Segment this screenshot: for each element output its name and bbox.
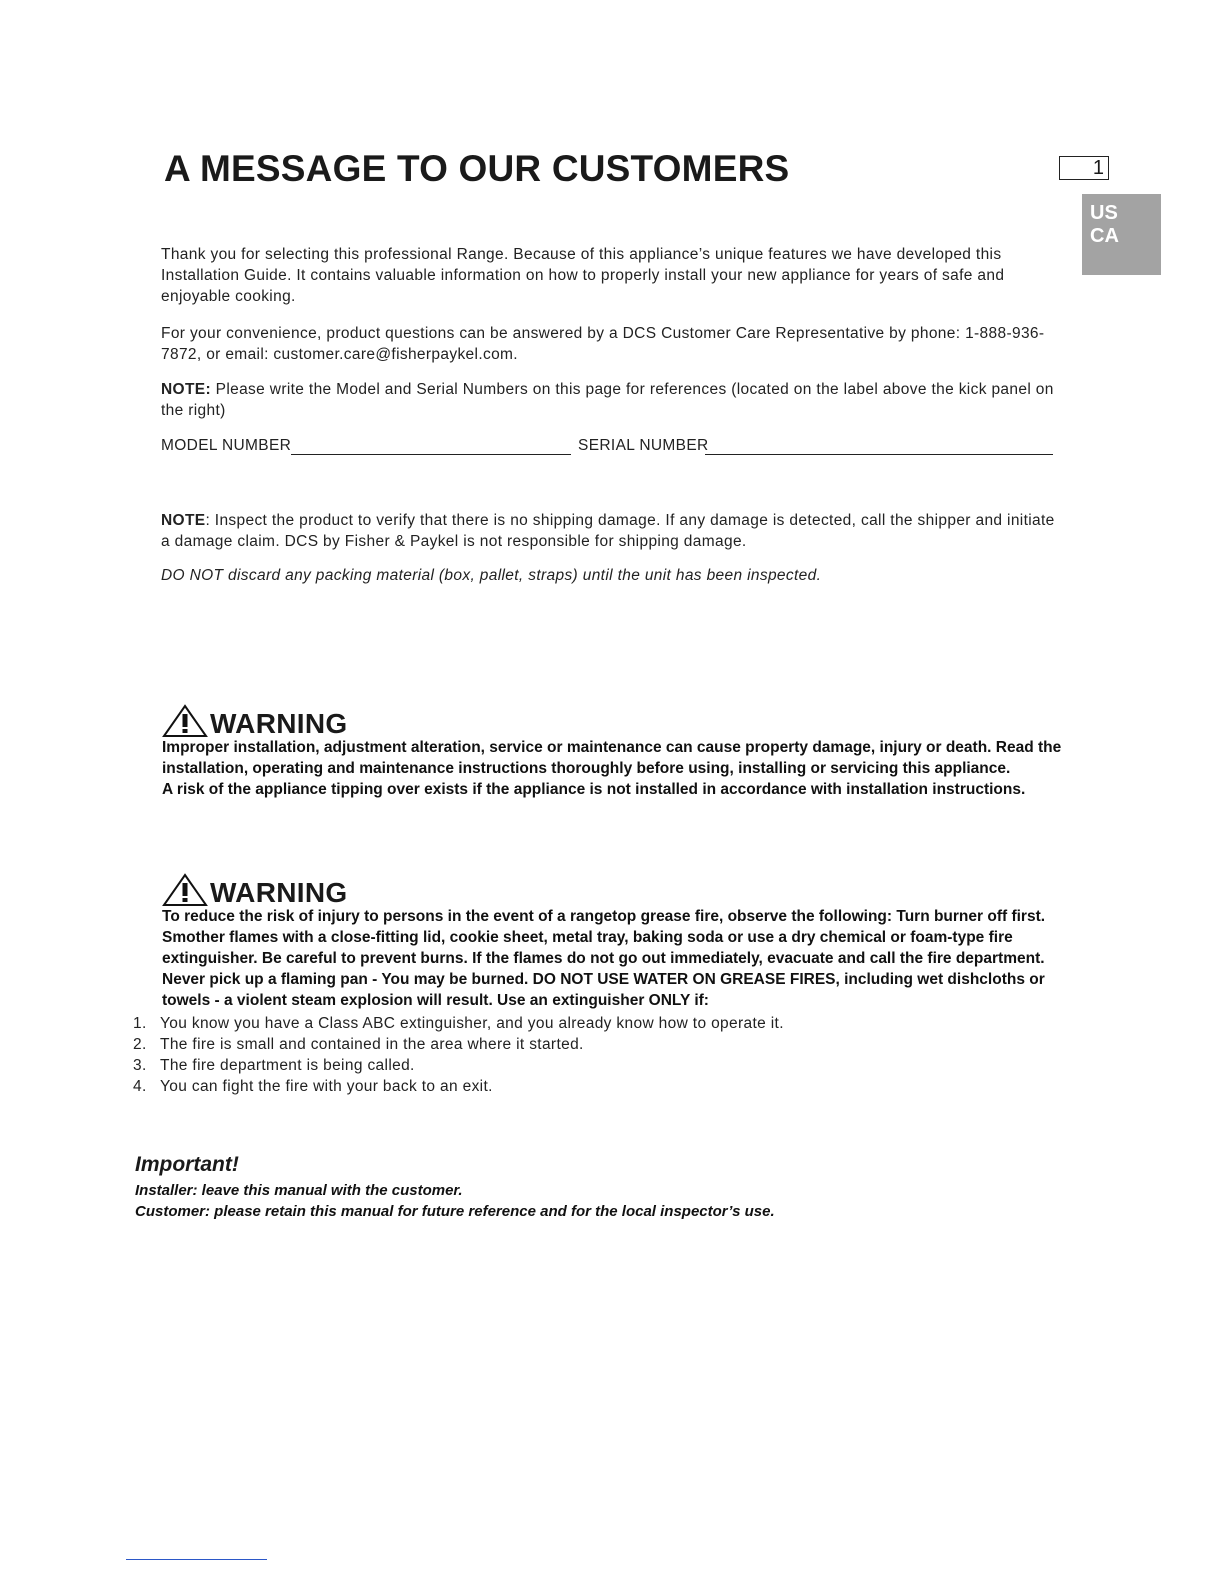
warning-triangle-icon (162, 873, 208, 907)
list-item: 2. The fire is small and contained in the area where it started. (133, 1036, 584, 1053)
note-label: NOTE (161, 512, 206, 529)
region-tab (1082, 194, 1161, 275)
grease-fire-warning-text (162, 906, 1062, 1011)
extinguisher-conditions-list (133, 1013, 1033, 1097)
note-serial-paragraph (161, 379, 1061, 421)
customer-instruction: Customer: please retain this manual for future reference and for the local inspector’s use. (135, 1203, 775, 1220)
note-label: NOTE: (161, 381, 211, 398)
warning-triangle-icon (162, 704, 208, 738)
footer-rule (126, 1559, 267, 1560)
contact-paragraph: For your convenience, product questions can be answered by a DCS Customer Care Representative by phone: 1-888-936-7872, or email: customer.care@fisherpaykel.com. (161, 325, 1045, 363)
installer-instruction: Installer: leave this manual with the customer. (135, 1182, 463, 1199)
note-text: Please write the Model and Serial Numbers on this page for references (located on the label above the kick panel on the right) (161, 381, 1054, 419)
page-number: 1 (1059, 156, 1109, 180)
list-item: 4. You can fight the fire with your back to an exit. (133, 1078, 493, 1095)
number-fields-row (161, 437, 1053, 457)
note-shipping-paragraph (161, 510, 1061, 552)
region-us: US (1090, 202, 1118, 224)
warning-line: To reduce the risk of injury to persons in the event of a rangetop grease fire, observe the following: Turn burner off first. Smother flames with a close-fitting lid, cookie sheet, metal tray, baking soda or use a dry chemical or foam-type fire extinguisher. Be careful to prevent burns. If the flames do not go out immediately, evacuate and call the fire department. Never pick up a flaming pan - You may be burned. DO NOT USE WATER ON GREASE FIRES, including wet dishcloths or towels - a violent steam explosion will result. Use an extinguisher ONLY if: (162, 908, 1046, 1009)
warning-label: WARNING (210, 708, 348, 739)
warning-label: WARNING (210, 877, 348, 908)
warning-heading (162, 704, 347, 738)
list-item: 1. You know you have a Class ABC extinguisher, and you already know how to operate it. (133, 1015, 784, 1032)
important-heading: Important! (135, 1153, 239, 1176)
warning-text-block (162, 737, 1062, 800)
page-title: A MESSAGE TO OUR CUSTOMERS (164, 148, 790, 189)
warning-line: Improper installation, adjustment alteration, service or maintenance can cause property damage, injury or death. Read the installation, operating and maintenance instructions thoroughly before using, installing or servicing this appliance. (162, 739, 1062, 777)
note-text: : Inspect the product to verify that there is no shipping damage. If any damage is detected, call the shipper and initiate a damage claim. DCS by Fisher & Paykel is not responsible for shipping damage. (161, 512, 1055, 550)
warning-heading (162, 873, 347, 907)
serial-number-line[interactable] (705, 454, 1053, 455)
intro-paragraph: Thank you for selecting this professional Range. Because of this appliance’s unique features we have developed this Installation Guide. It contains valuable information on how to properly install your new appliance for years of safe and enjoyable cooking. (161, 246, 1005, 305)
serial-number-label: SERIAL NUMBER (578, 437, 709, 454)
warning-line: A risk of the appliance tipping over exists if the appliance is not installed in accordance with installation instructions. (162, 781, 1026, 798)
important-text-block (135, 1180, 775, 1222)
list-item: 3. The fire department is being called. (133, 1057, 415, 1074)
packing-note: DO NOT discard any packing material (box, pallet, straps) until the unit has been inspected. (161, 567, 822, 584)
region-ca: CA (1090, 225, 1119, 247)
model-number-label: MODEL NUMBER (161, 437, 292, 454)
model-number-line[interactable] (291, 454, 571, 455)
